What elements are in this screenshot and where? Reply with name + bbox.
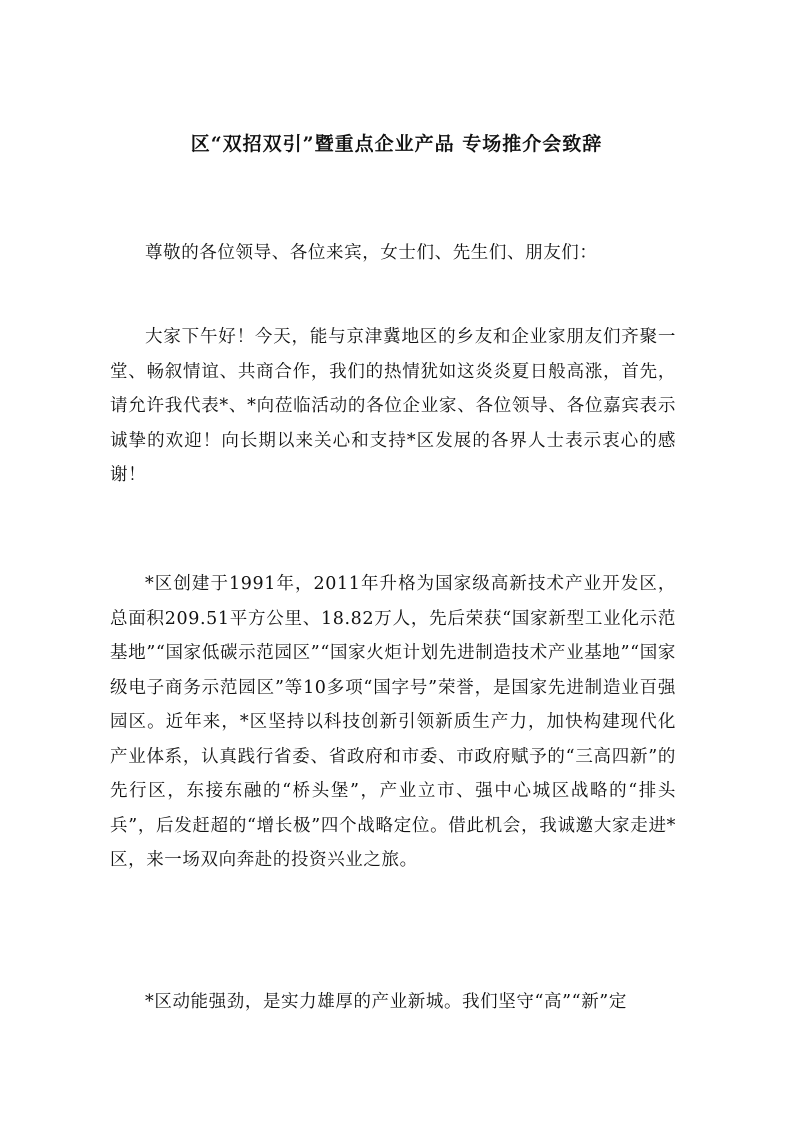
paragraph-momentum: *区动能强劲，是实力雄厚的产业新城。我们坚守“高”“新”定 xyxy=(145,992,627,1012)
paragraph-district-intro: *区创建于1991年，2011年升格为国家级高新技术产业开发区，总面积209.51平方公里、18.82万人，先后荣获“国家新型工业化示范基地”“国家低碳示范园区”“国家火炬计划先进制造技术产业基地”“国家级电子商务示范园区”等10多项“国字号”荣誉，是国家先进制造业百强园区。近年来，*区坚持以科技创新引领新质生产力，加快构建现代化产业体系，认真践行省委、省政府和市委、市政府赋予的“三高四新”的先行区，东接东融的“桥头堡”，产业立市、强中心城区战略的“排头兵”，后发赶超的“增长极”四个战略定位。借此机会，我诚邀大家走进*区，来一场双向奔赴的投资兴业之旅。 xyxy=(110,574,676,870)
paragraph-welcome: 大家下午好！今天，能与京津冀地区的乡友和企业家朋友们齐聚一堂、畅叙情谊、共商合作，我们的热情犹如这炎炎夏日般高涨，首先，请允许我代表*、*向莅临活动的各位企业家、各位领导、各位嘉宾表示诚挚的欢迎！向长期以来关心和支持*区发展的各界人士表示衷心的感谢！ xyxy=(110,327,676,485)
salutation: 尊敬的各位领导、各位来宾，女士们、先生们、朋友们： xyxy=(145,243,598,263)
document-title: 区“双招双引”暨重点企业产品 专场推介会致辞 xyxy=(190,133,603,155)
